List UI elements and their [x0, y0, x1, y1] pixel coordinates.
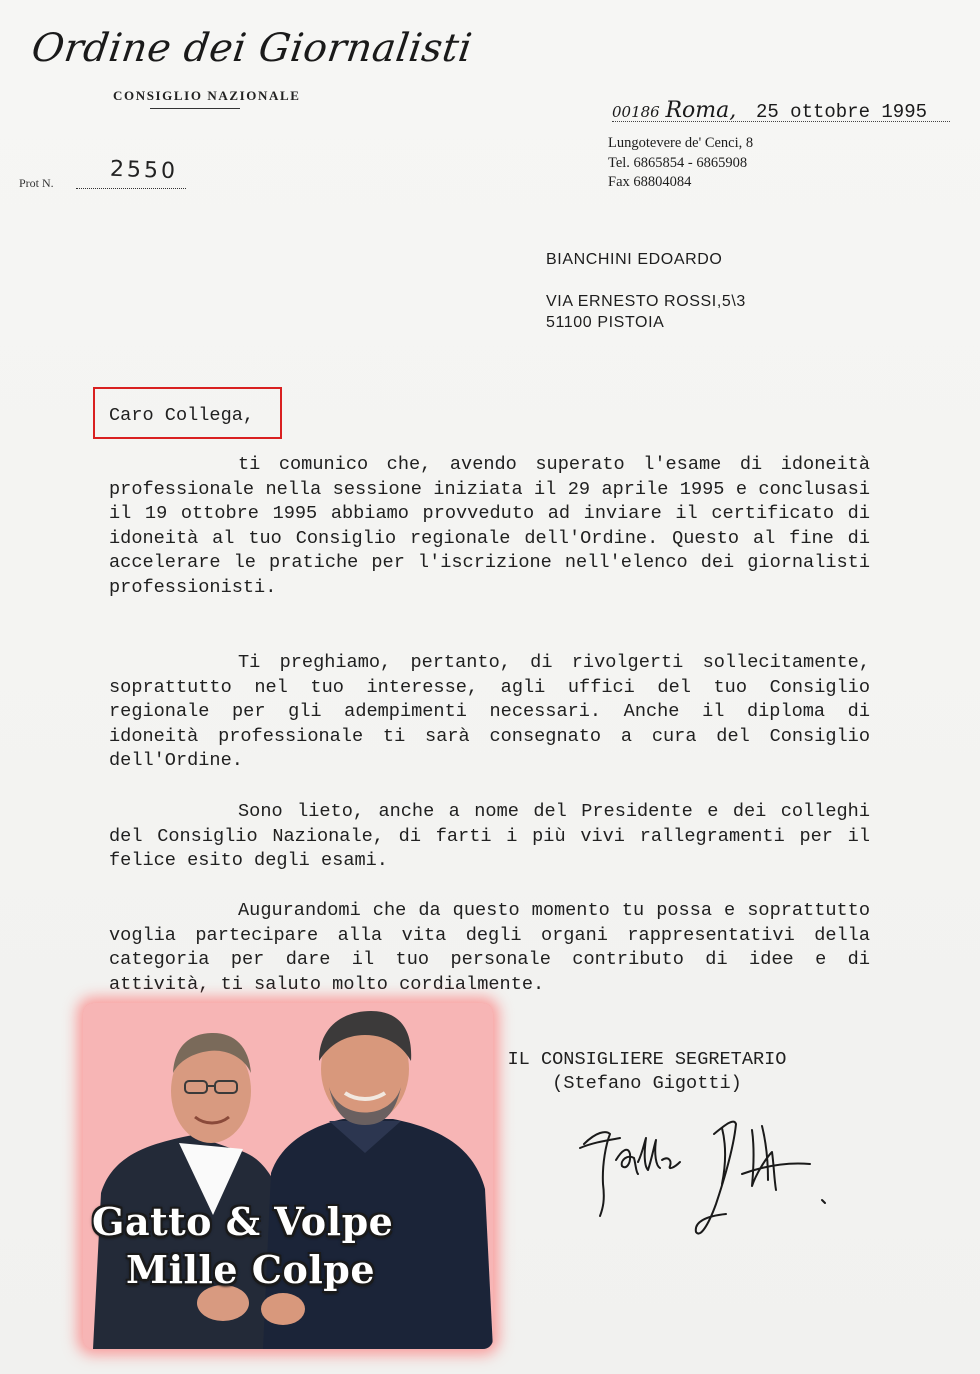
protocol-number: 2550: [109, 156, 179, 185]
paragraph-text: Ti preghiamo, pertanto, di rivolgerti sollecitamente, soprattutto nel tuo interesse, agli uffici del tuo Consiglio regionale per gli adempimenti necessari. Anche il diploma di idoneità professionale ti sarà consegnato a cura del Consiglio dell'Ordine.: [109, 652, 870, 772]
two-men-photo: [83, 1003, 493, 1349]
org-name: Ordine dei Giornalisti: [28, 26, 475, 71]
sender-address-line: Lungotevere de' Cenci, 8: [608, 135, 754, 151]
paragraph-text: Sono lieto, anche a nome del Presidente e dei colleghi del Consiglio Nazionale, di farti i più vivi rallegramenti per il felice esito degli esami.: [109, 801, 870, 872]
sender-address: [608, 134, 753, 193]
overlay-caption-line-2: Mille Colpe: [126, 1247, 376, 1292]
recipient-name: BIANCHINI EDOARDO: [546, 251, 723, 268]
body-paragraph-4: [109, 899, 870, 997]
place-city: Roma,: [665, 98, 737, 123]
letterhead-divider: [150, 108, 240, 109]
body-paragraph-3: [109, 800, 870, 874]
sender-phone-line: Tel. 6865854 - 6865908: [608, 154, 748, 171]
signatory-role: IL CONSIGLIERE SEGRETARIO: [507, 1049, 787, 1070]
recipient-block: [546, 249, 746, 333]
letter-date: 25 ottobre 1995: [755, 101, 927, 123]
body-paragraph-2: [109, 651, 870, 774]
handwritten-signature: [576, 1104, 836, 1264]
paragraph-text: Augurandomi che da questo momento tu possa e soprattutto voglia partecipare alla vita degli organi rappresentativi della categoria per dare il tuo personale contributo di idee e di attività, ti saluto molto cordialmente.: [109, 900, 870, 995]
place-zip: 00186: [612, 103, 660, 121]
greeting: Caro Collega,: [109, 405, 255, 426]
paragraph-text: ti comunico che, avendo superato l'esame di idoneità professionale nella sessione iniziata il 29 aprile 1995 e conclusasi il 19 ottobre 1995 abbiamo provveduto ad inviare il certificato di idoneità al tuo Consiglio regionale dell'Ordine. Questo al fine di accelerare le pratiche per l'iscrizione nell'elenco dei giornalisti professionisti.: [109, 454, 870, 598]
recipient-city: 51100 PISTOIA: [546, 314, 665, 331]
council-name: CONSIGLIO NAZIONALE: [113, 88, 301, 103]
overlay-photo: [83, 1003, 493, 1349]
sender-fax-line: Fax 68804084: [608, 174, 692, 190]
signatory-block: [487, 1048, 807, 1096]
place-date-line: [612, 98, 927, 123]
date-dotted-line: [612, 121, 950, 122]
body-paragraph-1: [109, 453, 870, 601]
protocol-dotted-line: [76, 188, 186, 189]
protocol-label: Prot N.: [19, 176, 54, 190]
overlay-caption-line-1: Gatto & Volpe: [92, 1199, 394, 1244]
signatory-name: (Stefano Gigotti): [552, 1073, 742, 1094]
recipient-street: VIA ERNESTO ROSSI,5\3: [546, 293, 746, 310]
